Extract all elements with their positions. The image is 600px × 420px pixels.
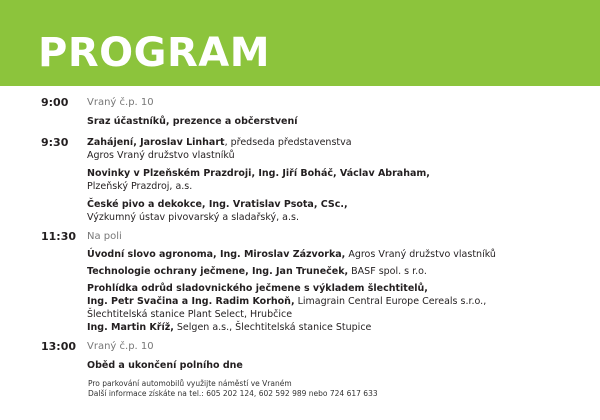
slot-time: 9:30 [41, 136, 69, 149]
slot-content [87, 136, 593, 224]
program-list [0, 96, 600, 376]
slot-content [87, 96, 593, 128]
breeder-organization: Limagrain Central Europe Cereals s.r.o., [294, 296, 487, 307]
item-organization: Agros Vraný družstvo vlastníků [345, 249, 496, 260]
item-detail: , předseda představenstva [224, 137, 352, 148]
list-item [87, 321, 593, 334]
footer-note [88, 379, 378, 399]
slot-location: Vraný č.p. 10 [87, 97, 154, 108]
parking-info: Pro parkování automobilů využijte náměstí ve Vraném [88, 379, 292, 388]
item-organization: Výzkumný ústav pivovarský a sladařský, a.s. [87, 212, 299, 223]
item-title: Prohlídka odrůd sladovnického ječmene s výkladem šlechtitelů, [87, 283, 428, 294]
breeder-organization: Šlechtitelská stanice Plant Select, Hrubčice [87, 309, 293, 320]
program-slot [0, 340, 600, 376]
list-item [87, 248, 593, 261]
program-slot [0, 96, 600, 132]
slot-location: Vraný č.p. 10 [87, 341, 154, 352]
page-title: PROGRAM [38, 30, 271, 76]
program-slot [0, 136, 600, 226]
slot-time: 9:00 [41, 96, 69, 109]
item-organization: Plzeňský Prazdroj, a.s. [87, 181, 193, 192]
item-organization: Agros Vraný družstvo vlastníků [87, 150, 235, 161]
item-title: Oběd a ukončení polního dne [87, 360, 243, 371]
list-item [87, 265, 593, 278]
slot-location: Na poli [87, 231, 122, 242]
slot-content [87, 340, 593, 372]
item-title: Technologie ochrany ječmene, Ing. Jan Truneček, [87, 266, 349, 277]
slot-time: 13:00 [41, 340, 77, 353]
breeder-name: Ing. Petr Svačina a Ing. Radim Korhoň, [87, 296, 295, 307]
slot-time: 11:30 [41, 230, 77, 243]
item-organization: BASF spol. s r.o. [348, 266, 427, 277]
header-bar [0, 0, 600, 86]
item-title: České pivo a dekokce, Ing. Vratislav Psota, CSc., [87, 199, 348, 210]
slot-content [87, 230, 593, 334]
breeder-name: Ing. Martin Kříž, [87, 322, 174, 333]
item-title: Sraz účastníků, prezence a občerstvení [87, 116, 298, 127]
item-title: Zahájení, Jaroslav Linhart [87, 137, 225, 148]
item-title: Úvodní slovo agronoma, Ing. Miroslav Zázvorka, [87, 249, 346, 260]
item-title: Novinky v Plzeňském Prazdroji, Ing. Jiří Boháč, Václav Abraham, [87, 168, 430, 179]
breeder-organization: Selgen a.s., Šlechtitelská stanice Stupice [173, 322, 372, 333]
list-item [87, 295, 593, 308]
list-item [87, 136, 593, 149]
program-slot [0, 230, 600, 333]
contact-info: Další informace získáte na tel.: 605 202 124, 602 592 989 nebo 724 617 633 [88, 389, 378, 398]
